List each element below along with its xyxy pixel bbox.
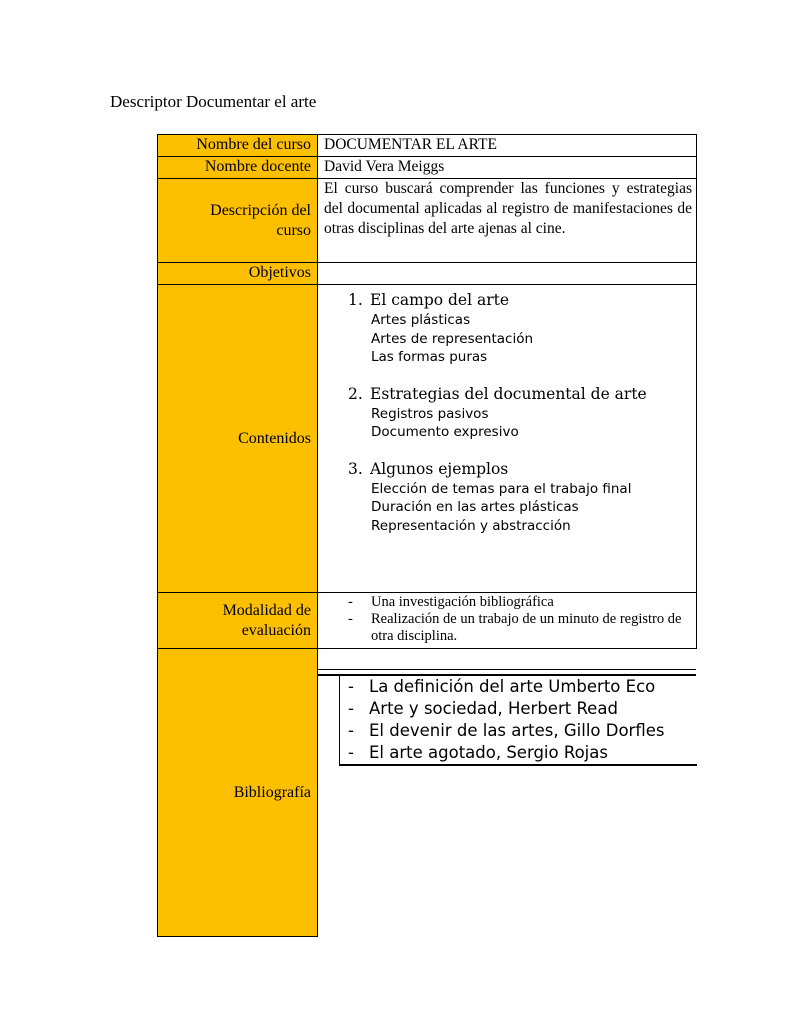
value-evaluation [318,593,697,649]
label-evaluation-line1: Modalidad de [222,601,311,619]
label-evaluation-line2: evaluación [241,621,311,639]
value-teacher: David Vera Meiggs [318,157,697,179]
value-objectives [318,263,697,285]
bibliography-top-rule [318,669,696,670]
evaluation-list [324,594,692,645]
section-item: Artes de representación [371,330,534,347]
value-description: El curso buscará comprender las funciones y estrategias del documental aplicadas al registro de manifestaciones de otras disciplinas del arte ajenas al cine. [318,179,697,263]
bibliography-item: - El devenir de las artes, Gillo Dorfles [348,721,665,740]
row-contents [158,285,697,593]
label-description [158,179,318,263]
row-teacher [158,157,697,179]
value-course-name: DOCUMENTAR EL ARTE [318,135,697,157]
evaluation-item: - Realización de un trabajo de un minuto de registro de otra disciplina. [348,611,682,644]
section-item: Artes plásticas [371,312,471,328]
section-item: Elección de temas para el trabajo final [371,480,632,497]
contents-list [324,289,692,535]
section-item: Duración en las artes plásticas [371,499,579,515]
contents-section [324,289,692,367]
label-course-name: Nombre del curso [158,135,318,157]
section-item: Representación y abstracción [371,517,571,534]
section-heading: 2. Estrategias del documental de arte [348,384,647,403]
section-item: Documento expresivo [371,424,519,440]
contents-section [324,458,692,536]
row-course-name [158,135,697,157]
section-heading: 1. El campo del arte [348,291,510,309]
label-evaluation [158,593,318,649]
label-description-line2: curso [276,221,311,239]
value-bibliography [318,649,697,937]
bibliography-item: - La definición del arte Umberto Eco [348,677,656,696]
bibliography-item: - El arte agotado, Sergio Rojas [348,743,608,762]
document-title: Descriptor Documentar el arte [110,92,317,111]
section-item: Registros pasivos [371,405,489,422]
label-objectives: Objetivos [158,263,318,285]
course-descriptor-table [157,134,697,937]
contents-section [324,383,692,442]
bibliography-box [339,676,697,766]
bibliography-item: - Arte y sociedad, Herbert Read [348,699,618,718]
evaluation-item: - Una investigación bibliográfica [348,594,554,610]
row-bibliography [158,649,697,937]
row-description [158,179,697,263]
label-contents: Contenidos [158,285,318,593]
label-bibliography: Bibliografía [158,649,318,937]
label-description-line1: Descripción del [210,201,311,219]
bibliography-list [340,676,697,764]
section-item: Las formas puras [371,349,488,365]
value-contents [318,285,697,593]
row-evaluation [158,593,697,649]
row-objectives [158,263,697,285]
section-heading: 3. Algunos ejemplos [348,459,509,478]
label-teacher: Nombre docente [158,157,318,179]
